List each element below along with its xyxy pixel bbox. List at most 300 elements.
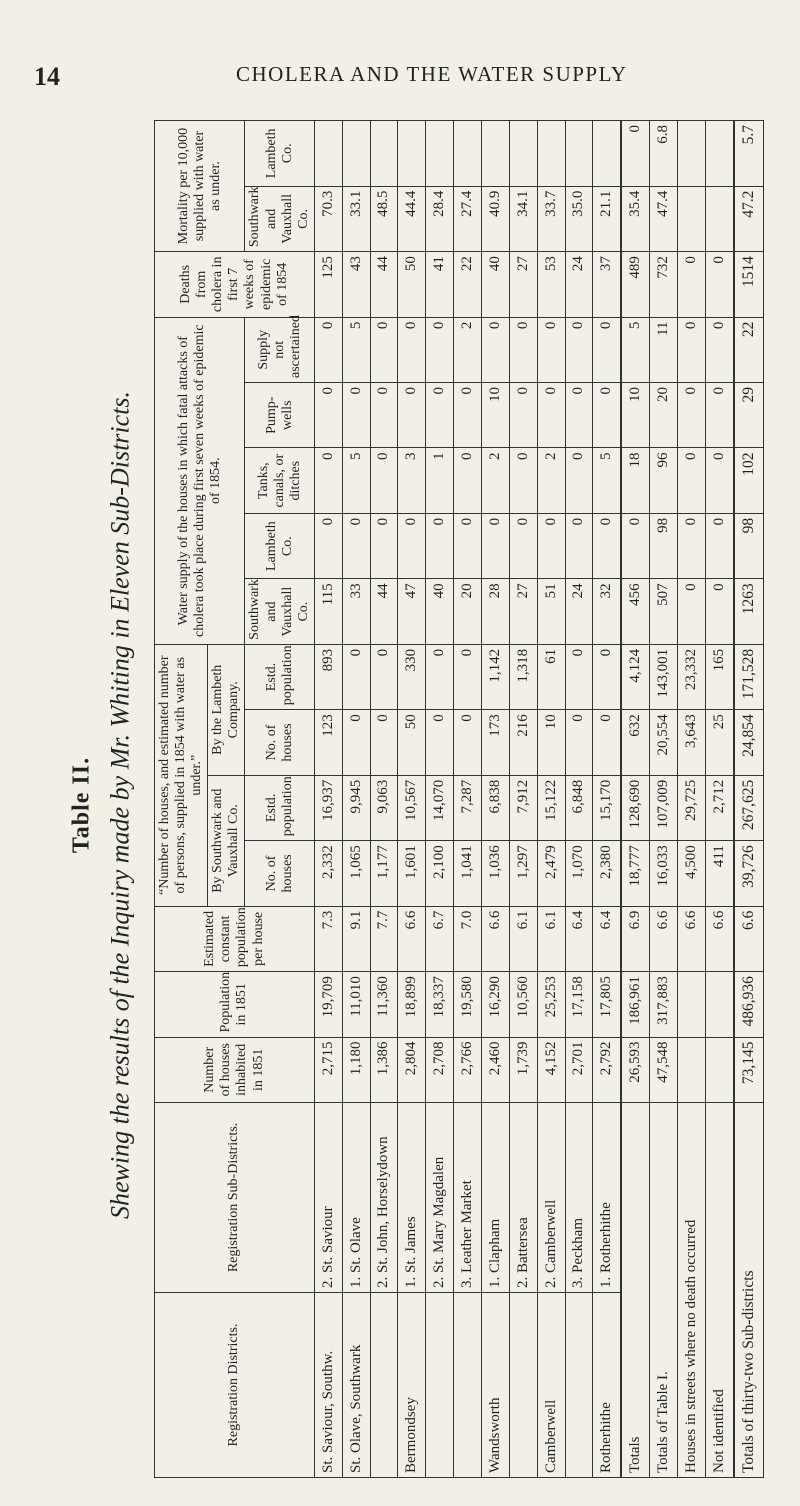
col-mort-sv: Southwark and Vauxhall Co. — [245, 186, 314, 251]
cell-persons-per-house: 6.9 — [621, 906, 649, 971]
cell-lambeth-population: 143,001 — [650, 644, 678, 709]
cell-fatal-sv: 115 — [314, 579, 342, 644]
cell-fatal-lambeth: 0 — [509, 513, 537, 578]
col-lb-pop: Estd. population — [245, 644, 314, 709]
cell-mortality-lambeth — [509, 121, 537, 187]
cell-fatal-pumpwells: 0 — [565, 383, 593, 448]
cell-fatal-pumpwells: 0 — [706, 383, 734, 448]
cell-fatal-sv: 47 — [398, 579, 426, 644]
cell-persons-per-house: 9.1 — [342, 906, 370, 971]
cell-lambeth-houses: 123 — [314, 710, 342, 775]
page-number: 14 — [34, 62, 60, 91]
cell-fatal-lambeth: 0 — [370, 513, 398, 578]
cell-fatal-sv: 40 — [426, 579, 454, 644]
cell-fatal-not-ascertained: 0 — [314, 317, 342, 382]
cell-deaths: 0 — [678, 252, 706, 317]
cell-mortality-sv: 70.3 — [314, 186, 342, 251]
cell-lambeth-houses: 0 — [342, 710, 370, 775]
cell-lambeth-population: 61 — [537, 644, 565, 709]
cell-houses-1851: 2,766 — [454, 1037, 482, 1102]
cell-lambeth-population: 0 — [565, 644, 593, 709]
totals-label: Totals of Table I. — [650, 1103, 678, 1478]
cell-fatal-lambeth: 0 — [706, 513, 734, 578]
cell-persons-per-house: 6.6 — [678, 906, 706, 971]
cell-fatal-pumpwells: 0 — [398, 383, 426, 448]
cell-district: Rotherhithe — [593, 1293, 621, 1478]
cell-deaths: 125 — [314, 252, 342, 317]
cell-district — [509, 1293, 537, 1478]
group-fatal-supply: Water supply of the houses in which fatal attacks of cholera took place during first seven weeks of epidemic of 1854. — [155, 317, 245, 644]
cell-fatal-lambeth: 0 — [454, 513, 482, 578]
cell-deaths: 27 — [509, 252, 537, 317]
cell-mortality-lambeth — [370, 121, 398, 187]
cell-fatal-tanks: 0 — [509, 448, 537, 513]
cell-fatal-lambeth: 0 — [621, 513, 649, 578]
cell-persons-per-house: 6.6 — [706, 906, 734, 971]
cell-population-1851: 19,580 — [454, 972, 482, 1037]
cell-district — [370, 1293, 398, 1478]
cell-houses-1851: 4,152 — [537, 1037, 565, 1102]
table-label: Table II. — [68, 756, 95, 854]
cell-population-1851: 186,961 — [621, 972, 649, 1037]
cell-fatal-sv: 51 — [537, 579, 565, 644]
cell-deaths: 1514 — [734, 252, 763, 317]
cell-lambeth-houses: 632 — [621, 710, 649, 775]
cell-persons-per-house: 6.6 — [650, 906, 678, 971]
cell-sv-houses: 1,036 — [482, 841, 510, 906]
cell-sv-houses: 4,500 — [678, 841, 706, 906]
col-fatal-not-ascertained: Supply not ascertained — [245, 317, 314, 382]
table-row — [426, 121, 454, 1478]
cell-mortality-sv: 44.4 — [398, 186, 426, 251]
cell-mortality-lambeth — [314, 121, 342, 187]
col-fatal-lambeth: Lambeth Co. — [245, 513, 314, 578]
col-persons-per-house: Estimated constant population per house — [155, 906, 315, 971]
cell-fatal-sv: 20 — [454, 579, 482, 644]
cell-lambeth-houses: 3,643 — [678, 710, 706, 775]
cell-fatal-lambeth: 0 — [342, 513, 370, 578]
cell-lambeth-houses: 0 — [426, 710, 454, 775]
cell-fatal-not-ascertained: 0 — [706, 317, 734, 382]
page-header — [0, 0, 800, 110]
cell-sv-population: 107,009 — [650, 775, 678, 840]
totals-label: Houses in streets where no death occurred — [678, 1103, 706, 1478]
cell-population-1851: 18,899 — [398, 972, 426, 1037]
cell-mortality-sv — [678, 186, 706, 251]
cell-sv-houses: 1,065 — [342, 841, 370, 906]
cell-lambeth-houses: 0 — [370, 710, 398, 775]
col-reg-district: Registration Districts. — [155, 1293, 315, 1478]
cell-sv-population: 15,122 — [537, 775, 565, 840]
running-title: CHOLERA AND THE WATER SUPPLY — [236, 62, 628, 86]
table-row — [398, 121, 426, 1478]
cell-deaths: 37 — [593, 252, 621, 317]
cell-mortality-sv: 47.4 — [650, 186, 678, 251]
cell-mortality-lambeth — [454, 121, 482, 187]
cell-persons-per-house: 6.1 — [537, 906, 565, 971]
cell-population-1851: 11,360 — [370, 972, 398, 1037]
cell-fatal-tanks: 1 — [426, 448, 454, 513]
cell-deaths: 0 — [706, 252, 734, 317]
cell-fatal-not-ascertained: 0 — [370, 317, 398, 382]
cell-sv-population: 9,063 — [370, 775, 398, 840]
cell-lambeth-population: 893 — [314, 644, 342, 709]
table-row — [454, 121, 482, 1478]
cell-fatal-not-ascertained: 22 — [734, 317, 763, 382]
cell-fatal-pumpwells: 0 — [454, 383, 482, 448]
cell-persons-per-house: 7.7 — [370, 906, 398, 971]
cell-population-1851: 25,253 — [537, 972, 565, 1037]
cell-subdistrict: 2. St. Saviour — [314, 1103, 342, 1293]
cell-mortality-sv: 40.9 — [482, 186, 510, 251]
group-by-sv: By Southwark and Vauxhall Co. — [208, 775, 245, 906]
table-row — [565, 121, 593, 1478]
cell-persons-per-house: 7.3 — [314, 906, 342, 971]
cell-population-1851: 317,883 — [650, 972, 678, 1037]
cell-houses-1851: 26,593 — [621, 1037, 649, 1102]
cell-fatal-sv: 507 — [650, 579, 678, 644]
cell-sv-houses: 2,380 — [593, 841, 621, 906]
cell-subdistrict: 3. Peckham — [565, 1103, 593, 1293]
cell-district — [426, 1293, 454, 1478]
cell-sv-houses: 411 — [706, 841, 734, 906]
cell-fatal-tanks: 2 — [537, 448, 565, 513]
cell-lambeth-population: 0 — [370, 644, 398, 709]
cell-fatal-lambeth: 0 — [398, 513, 426, 578]
cell-sv-population: 29,725 — [678, 775, 706, 840]
cell-district — [454, 1293, 482, 1478]
cell-lambeth-houses: 50 — [398, 710, 426, 775]
cell-fatal-pumpwells: 20 — [650, 383, 678, 448]
cell-sv-houses: 2,332 — [314, 841, 342, 906]
group-mortality: Mortality per 10,000 supplied with water as under. — [155, 121, 245, 252]
cell-fatal-pumpwells: 0 — [678, 383, 706, 448]
cell-sv-population: 15,170 — [593, 775, 621, 840]
cell-fatal-lambeth: 0 — [482, 513, 510, 578]
cell-fatal-lambeth: 98 — [650, 513, 678, 578]
cell-fatal-sv: 0 — [678, 579, 706, 644]
table-row — [314, 121, 342, 1478]
totals-label: Totals — [621, 1103, 649, 1478]
cell-deaths: 43 — [342, 252, 370, 317]
cell-mortality-sv: 35.4 — [621, 186, 649, 251]
cell-lambeth-population: 330 — [398, 644, 426, 709]
cell-persons-per-house: 7.0 — [454, 906, 482, 971]
cell-mortality-sv: 47.2 — [734, 186, 763, 251]
cell-fatal-tanks: 0 — [314, 448, 342, 513]
cell-population-1851: 17,158 — [565, 972, 593, 1037]
cell-fatal-tanks: 2 — [482, 448, 510, 513]
cell-mortality-lambeth — [678, 121, 706, 187]
cell-mortality-sv: 34.1 — [509, 186, 537, 251]
totals-row — [706, 121, 734, 1478]
cell-houses-1851: 2,460 — [482, 1037, 510, 1102]
cell-lambeth-population: 171,528 — [734, 644, 763, 709]
cell-sv-population: 9,945 — [342, 775, 370, 840]
cell-fatal-tanks: 0 — [706, 448, 734, 513]
cell-mortality-sv: 28.4 — [426, 186, 454, 251]
cell-houses-1851 — [678, 1037, 706, 1102]
cell-sv-population: 6,848 — [565, 775, 593, 840]
cell-subdistrict: 1. St. James — [398, 1103, 426, 1293]
cell-sv-population: 7,287 — [454, 775, 482, 840]
cell-sv-houses: 1,041 — [454, 841, 482, 906]
cell-fatal-pumpwells: 0 — [593, 383, 621, 448]
cell-district: Bermondsey — [398, 1293, 426, 1478]
cell-lambeth-houses: 10 — [537, 710, 565, 775]
table-caption — [62, 115, 142, 1495]
cell-deaths: 41 — [426, 252, 454, 317]
cell-mortality-sv: 33.7 — [537, 186, 565, 251]
col-deaths-7-weeks: Deaths from cholera in first 7 weeks of epidemic of 1854 — [155, 252, 315, 317]
cell-fatal-not-ascertained: 0 — [509, 317, 537, 382]
cell-subdistrict: 2. St. Mary Magdalen — [426, 1103, 454, 1293]
col-lb-houses: No. of houses — [245, 710, 314, 775]
cell-mortality-sv: 33.1 — [342, 186, 370, 251]
cell-deaths: 24 — [565, 252, 593, 317]
cell-lambeth-population: 23,332 — [678, 644, 706, 709]
totals-row — [621, 121, 649, 1478]
cell-lambeth-houses: 216 — [509, 710, 537, 775]
cell-lambeth-population: 4,124 — [621, 644, 649, 709]
cell-fatal-lambeth: 0 — [593, 513, 621, 578]
cell-mortality-lambeth — [537, 121, 565, 187]
table-row — [593, 121, 621, 1478]
cell-persons-per-house: 6.1 — [509, 906, 537, 971]
col-fatal-pumpwells: Pump-wells — [245, 383, 314, 448]
totals-row — [650, 121, 678, 1478]
cell-lambeth-houses: 25 — [706, 710, 734, 775]
table-subtitle: Shewing the results of the Inquiry made by Mr. Whiting in Eleven Sub-Districts. — [105, 390, 135, 1220]
cell-sv-houses: 39,726 — [734, 841, 763, 906]
table-row — [342, 121, 370, 1478]
col-population-1851: Population in 1851 — [155, 972, 315, 1037]
cell-fatal-not-ascertained: 5 — [342, 317, 370, 382]
cell-fatal-lambeth: 0 — [565, 513, 593, 578]
cell-fatal-pumpwells: 29 — [734, 383, 763, 448]
cell-fatal-tanks: 0 — [678, 448, 706, 513]
col-fatal-sv: Southwark and Vauxhall Co. — [245, 579, 314, 644]
cell-sv-population: 14,070 — [426, 775, 454, 840]
cell-fatal-sv: 456 — [621, 579, 649, 644]
cell-houses-1851 — [706, 1037, 734, 1102]
cell-mortality-sv: 27.4 — [454, 186, 482, 251]
cell-subdistrict: 1. Clapham — [482, 1103, 510, 1293]
cell-fatal-sv: 44 — [370, 579, 398, 644]
cell-sv-houses: 1,601 — [398, 841, 426, 906]
cell-fatal-tanks: 18 — [621, 448, 649, 513]
cell-fatal-not-ascertained: 0 — [565, 317, 593, 382]
cell-houses-1851: 2,792 — [593, 1037, 621, 1102]
cell-houses-1851: 2,701 — [565, 1037, 593, 1102]
cell-population-1851: 18,337 — [426, 972, 454, 1037]
cell-mortality-sv — [706, 186, 734, 251]
cell-mortality-sv: 21.1 — [593, 186, 621, 251]
cell-persons-per-house: 6.6 — [398, 906, 426, 971]
cell-district: Wandsworth — [482, 1293, 510, 1478]
totals-row — [678, 121, 706, 1478]
cell-lambeth-houses: 24,854 — [734, 710, 763, 775]
col-houses-1851: Number of houses inhabited in 1851 — [155, 1037, 315, 1102]
table-row — [509, 121, 537, 1478]
cell-deaths: 50 — [398, 252, 426, 317]
cell-lambeth-population: 0 — [454, 644, 482, 709]
cell-fatal-tanks: 0 — [370, 448, 398, 513]
cell-fatal-tanks: 5 — [593, 448, 621, 513]
cell-sv-population: 6,838 — [482, 775, 510, 840]
col-sv-pop: Estd. population — [245, 775, 314, 840]
cell-fatal-tanks: 0 — [565, 448, 593, 513]
cell-lambeth-houses: 0 — [454, 710, 482, 775]
cell-district: Camberwell — [537, 1293, 565, 1478]
cell-sv-population: 16,937 — [314, 775, 342, 840]
cell-mortality-sv: 48.5 — [370, 186, 398, 251]
cell-deaths: 489 — [621, 252, 649, 317]
cell-fatal-sv: 27 — [509, 579, 537, 644]
cell-sv-houses: 2,100 — [426, 841, 454, 906]
cell-subdistrict: 2. St. John, Horselydown — [370, 1103, 398, 1293]
cell-houses-1851: 2,804 — [398, 1037, 426, 1102]
cell-fatal-tanks: 96 — [650, 448, 678, 513]
grand-total-row — [734, 121, 763, 1478]
cell-lambeth-population: 1,318 — [509, 644, 537, 709]
cell-lambeth-population: 165 — [706, 644, 734, 709]
cell-sv-houses: 2,479 — [537, 841, 565, 906]
group-supplied-1854: “Number of houses, and estimated number of persons, supplied in 1854 with water as under.” — [155, 644, 208, 906]
rotated-table-container — [154, 120, 764, 1478]
cell-deaths: 22 — [454, 252, 482, 317]
cell-sv-population: 267,625 — [734, 775, 763, 840]
cell-mortality-lambeth — [482, 121, 510, 187]
table-body — [314, 121, 763, 1478]
cell-fatal-not-ascertained: 0 — [537, 317, 565, 382]
cell-lambeth-population: 0 — [593, 644, 621, 709]
cell-fatal-pumpwells: 10 — [621, 383, 649, 448]
cell-fatal-tanks: 102 — [734, 448, 763, 513]
cell-fatal-sv: 1263 — [734, 579, 763, 644]
cell-sv-houses: 1,070 — [565, 841, 593, 906]
cell-mortality-lambeth — [398, 121, 426, 187]
cell-subdistrict: 2. Camberwell — [537, 1103, 565, 1293]
cell-deaths: 732 — [650, 252, 678, 317]
cell-fatal-not-ascertained: 0 — [426, 317, 454, 382]
cell-sv-population: 7,912 — [509, 775, 537, 840]
cell-population-1851: 17,805 — [593, 972, 621, 1037]
cell-lambeth-population: 1,142 — [482, 644, 510, 709]
cell-lambeth-houses: 173 — [482, 710, 510, 775]
group-by-lambeth: By the Lambeth Company. — [208, 644, 245, 775]
cell-fatal-not-ascertained: 11 — [650, 317, 678, 382]
cell-fatal-pumpwells: 0 — [509, 383, 537, 448]
cell-persons-per-house: 6.4 — [593, 906, 621, 971]
cell-mortality-lambeth — [342, 121, 370, 187]
cell-lambeth-houses: 0 — [593, 710, 621, 775]
cell-subdistrict: 2. Battersea — [509, 1103, 537, 1293]
cell-fatal-tanks: 3 — [398, 448, 426, 513]
cell-houses-1851: 1,739 — [509, 1037, 537, 1102]
cell-persons-per-house: 6.7 — [426, 906, 454, 971]
cell-fatal-not-ascertained: 0 — [482, 317, 510, 382]
cell-houses-1851: 73,145 — [734, 1037, 763, 1102]
cell-fatal-lambeth: 0 — [678, 513, 706, 578]
cell-mortality-lambeth — [426, 121, 454, 187]
cell-fatal-sv: 0 — [706, 579, 734, 644]
table-row — [370, 121, 398, 1478]
cell-deaths: 44 — [370, 252, 398, 317]
cell-population-1851: 11,010 — [342, 972, 370, 1037]
cell-subdistrict: 1. Rotherhithe — [593, 1103, 621, 1293]
cell-fatal-lambeth: 0 — [426, 513, 454, 578]
cell-mortality-lambeth — [565, 121, 593, 187]
cell-mortality-lambeth: 5.7 — [734, 121, 763, 187]
cell-lambeth-houses: 0 — [565, 710, 593, 775]
cell-district — [565, 1293, 593, 1478]
cell-fatal-tanks: 0 — [454, 448, 482, 513]
col-fatal-tanks: Tanks, canals, or ditches — [245, 448, 314, 513]
cell-population-1851: 486,936 — [734, 972, 763, 1037]
cell-fatal-not-ascertained: 0 — [593, 317, 621, 382]
cell-fatal-pumpwells: 0 — [370, 383, 398, 448]
cell-fatal-not-ascertained: 5 — [621, 317, 649, 382]
totals-label: Not identified — [706, 1103, 734, 1478]
cell-mortality-lambeth: 6.8 — [650, 121, 678, 187]
cell-houses-1851: 2,708 — [426, 1037, 454, 1102]
cell-mortality-sv: 35.0 — [565, 186, 593, 251]
cell-population-1851: 19,709 — [314, 972, 342, 1037]
cell-district: St. Saviour, Southw. — [314, 1293, 342, 1478]
cell-mortality-lambeth: 0 — [621, 121, 649, 187]
cell-subdistrict: 3. Leather Market — [454, 1103, 482, 1293]
cell-fatal-sv: 32 — [593, 579, 621, 644]
table-row — [482, 121, 510, 1478]
cell-sv-houses: 1,297 — [509, 841, 537, 906]
cell-fatal-not-ascertained: 0 — [678, 317, 706, 382]
cell-fatal-lambeth: 0 — [537, 513, 565, 578]
cell-sv-population: 10,567 — [398, 775, 426, 840]
cell-district: St. Olave, Southwark — [342, 1293, 370, 1478]
col-reg-subdistrict: Registration Sub-Districts. — [155, 1103, 315, 1293]
cell-houses-1851: 47,548 — [650, 1037, 678, 1102]
cell-mortality-lambeth — [706, 121, 734, 187]
cell-fatal-pumpwells: 10 — [482, 383, 510, 448]
cell-persons-per-house: 6.6 — [734, 906, 763, 971]
cell-fatal-sv: 28 — [482, 579, 510, 644]
cell-fatal-sv: 33 — [342, 579, 370, 644]
cell-sv-population: 128,690 — [621, 775, 649, 840]
cell-mortality-lambeth — [593, 121, 621, 187]
cell-lambeth-houses: 20,554 — [650, 710, 678, 775]
water-supply-table — [154, 120, 764, 1478]
cell-sv-houses: 18,777 — [621, 841, 649, 906]
cell-deaths: 53 — [537, 252, 565, 317]
cell-persons-per-house: 6.4 — [565, 906, 593, 971]
grand-total-label: Totals of thirty-two Sub-districts — [734, 1103, 763, 1478]
cell-population-1851: 10,560 — [509, 972, 537, 1037]
cell-subdistrict: 1. St. Olave — [342, 1103, 370, 1293]
cell-houses-1851: 1,180 — [342, 1037, 370, 1102]
cell-houses-1851: 1,386 — [370, 1037, 398, 1102]
cell-fatal-pumpwells: 0 — [426, 383, 454, 448]
cell-fatal-not-ascertained: 0 — [398, 317, 426, 382]
cell-deaths: 40 — [482, 252, 510, 317]
cell-fatal-pumpwells: 0 — [342, 383, 370, 448]
cell-population-1851 — [706, 972, 734, 1037]
col-sv-houses: No. of houses — [245, 841, 314, 906]
col-mort-lambeth: Lambeth Co. — [245, 121, 314, 187]
cell-sv-houses: 1,177 — [370, 841, 398, 906]
cell-fatal-lambeth: 98 — [734, 513, 763, 578]
table-row — [537, 121, 565, 1478]
